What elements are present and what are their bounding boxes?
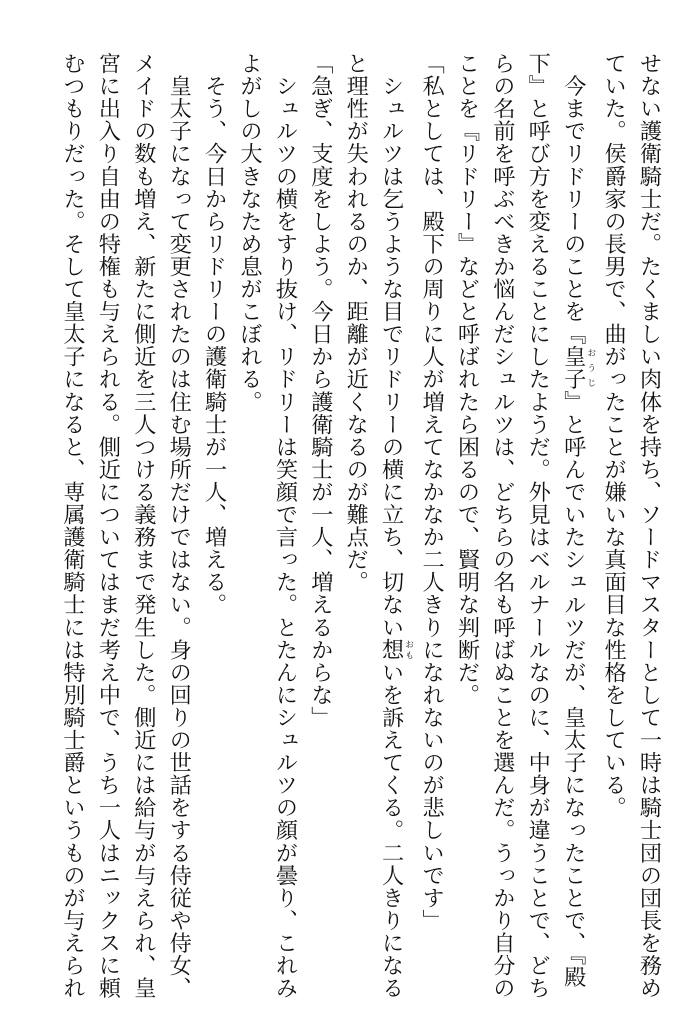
text-line-17: むつもりだった。そして皇太子になると、専属護衛騎士には特別騎士爵というものが与えられ [59, 52, 86, 1000]
text-line-1: せない護衛騎士だ。たくましい肉体を持ち、ソードマスターとして一時は騎士団の団長を務め [636, 52, 662, 1000]
text-line-7: 「私としては、殿下の周りに人が増えてなかなか二人きりになれないのが悲しいです」 [418, 52, 445, 932]
vertical-text-body [26, 52, 666, 1000]
text-line-12: よがしの大きなため息がこぼれる。 [236, 52, 263, 413]
text-line-16: 宮に出入り自由の特権も与えられる。側近についてはまだ考え中で、うち一人はニックスに頼 [94, 52, 121, 1000]
text-line-3 [555, 52, 596, 989]
text-line-8-before: シュルツは乞うような目でリドリーの横に立ち、切ない [378, 52, 405, 639]
text-line-9: と理性が失われるのか、距離が近くなるのが難点だ。 [342, 52, 369, 594]
ruby-reading-ouji: おうじ [585, 345, 596, 391]
text-line-14: 皇太子になって変更されたのは住む場所だけではない。身の回りの世話をする侍従や侍女、 [165, 52, 192, 1000]
text-line-3-before: 今までリドリーのことを『 [560, 52, 587, 346]
text-line-3-after: 』と呼んでいたシュルツだが、皇太子になったことで、『殿 [560, 390, 587, 989]
text-line-8 [373, 52, 414, 1000]
text-line-2: ていた。侯爵家の長男で、曲がったことが嫌いな真面目な性格をしている。 [600, 52, 627, 819]
ruby-omoi [378, 638, 414, 661]
text-line-13: そう、今日からリドリーの護衛騎士が一人、増える。 [201, 52, 228, 616]
ruby-base-ouji: 皇子 [560, 345, 587, 391]
text-line-4: 下』と呼び方を変えることにしたようだ。外見はベルナールなのに、中身が違うことで、どち [524, 52, 551, 1000]
text-line-8-after: いを訴えてくる。二人きりになる [378, 660, 405, 1000]
ruby-base-omoi: 想 [378, 638, 405, 661]
text-line-5: らの名前を呼ぶべきか悩んだシュルツは、どちらの名も呼ばぬことを選んだ。うっかり自分の [489, 52, 516, 1000]
ruby-reading-omoi: おも [403, 638, 414, 661]
text-line-10: 「急ぎ、支度をしよう。今日から護衛騎士が一人、増えるからな」 [307, 52, 334, 729]
ruby-ouji [560, 345, 596, 391]
text-line-6: ことを『リドリー』などと呼ばれたら困るので、賢明な判断だ。 [453, 52, 480, 706]
text-line-15: メイドの数も増え、新たに側近を三人つける義務まで発生した。側近には給与が与えられ、皇 [130, 52, 157, 1000]
text-line-11: シュルツの横をすり抜け、リドリーは笑顔で言った。とたんにシュルツの顔が曇り、これみ [271, 52, 298, 1000]
